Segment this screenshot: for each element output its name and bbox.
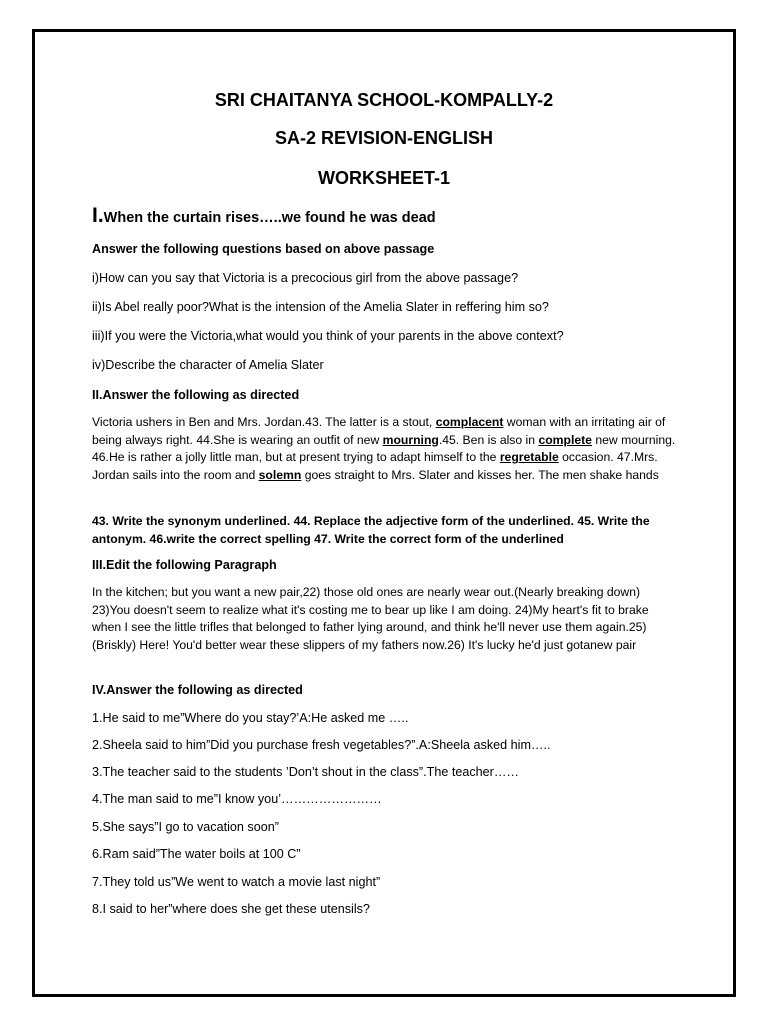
section4-heading: IV.Answer the following as directed [92, 683, 303, 697]
section2-directions: 43. Write the synonym underlined. 44. Replace the adjective form of the underlined. 45. Write the antonym. 46.write the correct spelling 47. Write the correct form of the underlined [92, 514, 650, 546]
underlined-word: solemn [258, 467, 302, 482]
list-item: 4.The man said to me”I know you’…………………… [92, 792, 382, 806]
underlined-word: mourning [382, 432, 439, 447]
section3-paragraph: In the kitchen; but you want a new pair,22) those old ones are nearly wear out.(Nearly breaking down) 23)You doesn't seem to realize what it's costing me to bear up like I am doing. 24)My heart's fit to brake when I see the little trifles that belonged to father lying around, and think he'll never use them again.25)(Briskly) Here! You'd better wear these slippers of my fathers now.26) It's lucky he'd just gotanew pair [92, 585, 649, 652]
question-2: ii)Is Abel really poor?What is the intension of the Amelia Slater in reffering him so? [92, 300, 549, 314]
underlined-word: complete [538, 432, 592, 447]
school-title: SRI CHAITANYA SCHOOL-KOMPALLY-2 [214, 90, 554, 110]
list-item: 3.The teacher said to the students ’Don’t shout in the class”.The teacher…… [92, 765, 520, 779]
section1-numeral: I. [92, 204, 104, 227]
section3-heading: III.Edit the following Paragraph [92, 558, 277, 572]
question-3: iii)If you were the Victoria,what would you think of your parents in the above context? [92, 329, 564, 343]
list-item: 6.Ram said”The water boils at 100 C” [92, 847, 301, 861]
list-item: 1.He said to me”Where do you stay?’A:He asked me ….. [92, 711, 409, 725]
list-item: 2.Sheela said to him”Did you purchase fresh vegetables?”.A:Sheela asked him….. [92, 738, 551, 752]
section1-heading [92, 204, 436, 228]
section2-heading: II.Answer the following as directed [92, 388, 300, 402]
list-item: 5.She says”I go to vacation soon” [92, 820, 279, 834]
list-item: 8.I said to her”where does she get these utensils? [92, 902, 370, 916]
question-4: iv)Describe the character of Amelia Slater [92, 358, 324, 372]
question-1: i)How can you say that Victoria is a precocious girl from the above passage? [92, 271, 519, 285]
worksheet-title: WORKSHEET-1 [317, 168, 450, 188]
underlined-word: regretable [499, 450, 559, 464]
section1-instruction: Answer the following questions based on above passage [92, 242, 435, 256]
section2-passage: Victoria ushers in Ben and Mrs. Jordan.43. The latter is a stout, complacent woman with an irritating air of being always right. 44.She is wearing an outfit of new mourning.45. Ben is also in complete new mourning. 46.He is rather a jolly little man, but at present trying to adapt himself to the regretable occasion. 47.Mrs. Jordan sails into the room and solemn goes straight to Mrs. Slater and kisses her. The men shake hands [92, 415, 676, 482]
subject-title: SA-2 REVISION-ENGLISH [274, 128, 494, 148]
list-item: 7.They told us”We went to watch a movie last night” [92, 875, 381, 889]
underlined-word: complacent [435, 415, 504, 429]
section1-title: When the curtain rises…..we found he was dead [103, 210, 436, 226]
